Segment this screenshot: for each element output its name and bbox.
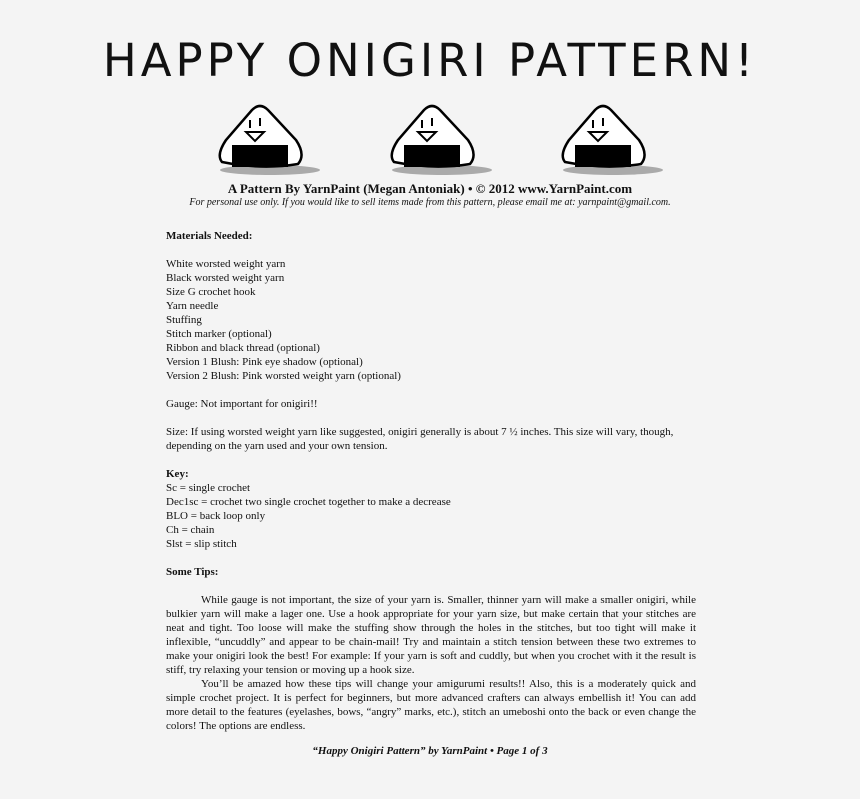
usage-note: For personal use only. If you would like to sell items made from this pattern, please email me at: yarnpaint@gmail.com.	[189, 197, 671, 208]
byline: A Pattern By YarnPaint (Megan Antoniak) • © 2012 www.YarnPaint.com	[227, 181, 633, 196]
key-item: Dec1sc = crochet two single crochet together to make a decrease	[166, 496, 451, 508]
materials-heading: Materials Needed:	[166, 230, 253, 242]
material-item: Stitch marker (optional)	[166, 328, 272, 340]
onigiri-icon	[212, 100, 322, 178]
material-item: Stuffing	[166, 314, 202, 326]
tips-paragraph: While gauge is not important, the size of your yarn is. Smaller, thinner yarn will make a smaller onigiri, while bulkier yarn will make a lager one. Use a hook appropriate for your yarn size, but make certain that your stitches are neat and tight. Too loose will make the stuffing show through the holes in the stitches, but too tight will make it inflexible, “uncuddly” and appear to be chain-mail! Try and maintain a stitch tension between these two extremes to make your onigiri look the best! For example: If your yarn is soft and cuddly, but when you crochet with it the result is stiff, try relaxing your tension or moving up a hook size.	[166, 594, 696, 676]
material-item: Yarn needle	[166, 300, 219, 312]
gauge-text: Gauge: Not important for onigiri!!	[166, 398, 318, 410]
key-heading: Key:	[166, 468, 189, 480]
size-text: Size: If using worsted weight yarn like suggested, onigiri generally is about 7 ½ inches. This size will vary, though, depending on the yarn used and your own tension.	[166, 426, 674, 452]
tips-heading: Some Tips:	[166, 566, 219, 578]
page-title: HAPPY ONIGIRI PATTERN!	[102, 34, 758, 87]
onigiri-illustrations	[0, 100, 860, 180]
material-item: Version 1 Blush: Pink eye shadow (optional)	[166, 356, 363, 368]
tips-paragraph: You’ll be amazed how these tips will change your amigurumi results!! Also, this is a moderately quick and simple crochet project. It is perfect for beginners, but more advanced crafters can always embellish it! You can add more detail to the features (eyelashes, bows, “angry” marks, etc.), stitch an umeboshi onto the back or even change the colors! The options are endless.	[166, 678, 696, 732]
key-item: Ch = chain	[166, 524, 215, 536]
key-item: Slst = slip stitch	[166, 538, 237, 550]
key-item: BLO = back loop only	[166, 510, 266, 522]
material-item: Black worsted weight yarn	[166, 272, 285, 284]
page-footer: “Happy Onigiri Pattern” by YarnPaint • Page 1 of 3	[312, 745, 548, 757]
material-item: Version 2 Blush: Pink worsted weight yarn (optional)	[166, 370, 401, 382]
material-item: Size G crochet hook	[166, 286, 256, 298]
material-item: White worsted weight yarn	[166, 258, 286, 270]
material-item: Ribbon and black thread (optional)	[166, 342, 320, 354]
onigiri-icon	[384, 100, 494, 178]
onigiri-icon	[555, 100, 665, 178]
key-item: Sc = single crochet	[166, 482, 251, 494]
pattern-content	[166, 229, 696, 733]
